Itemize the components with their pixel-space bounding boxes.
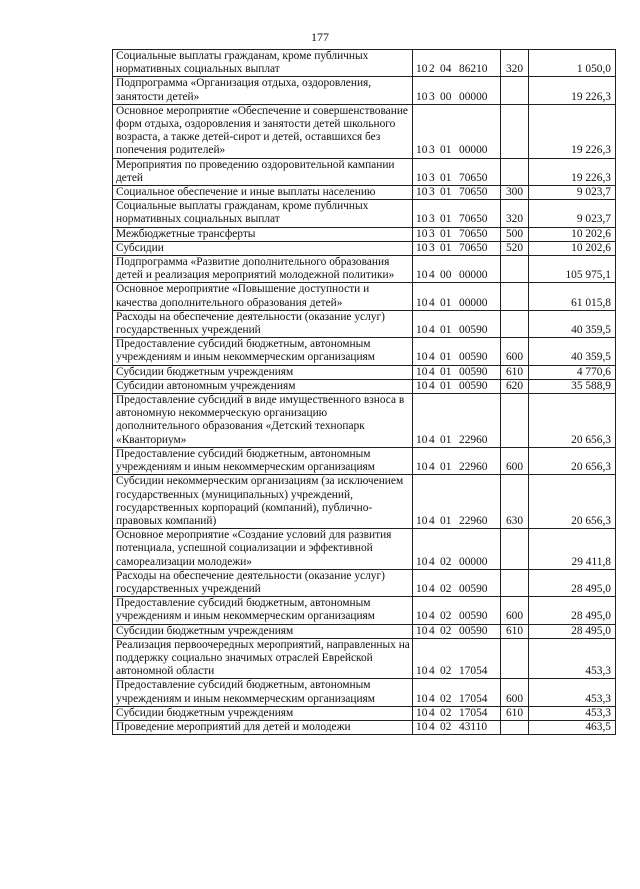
amount-cell: 29 411,8 bbox=[529, 529, 616, 570]
target-item-code: 00590 bbox=[459, 365, 488, 378]
section-code: 10 bbox=[416, 213, 428, 226]
program-code: 01 bbox=[440, 351, 452, 364]
subsection-code: 4 bbox=[429, 720, 435, 733]
section-code: 10 bbox=[416, 692, 428, 705]
subsection-code: 3 bbox=[429, 186, 435, 199]
amount-cell: 40 359,5 bbox=[529, 338, 616, 365]
amount-cell: 10 202,6 bbox=[529, 227, 616, 241]
subsection-code: 4 bbox=[429, 365, 435, 378]
target-item-code: 00590 bbox=[459, 324, 488, 337]
expense-type-cell: 600 bbox=[501, 447, 529, 474]
subsection-code: 2 bbox=[429, 63, 435, 76]
budget-table bbox=[112, 49, 616, 735]
target-item-code: 00000 bbox=[459, 555, 488, 568]
expense-name-cell: Предоставление субсидий бюджетным, автономным учреждениям и иным некоммерческим организациям bbox=[113, 447, 413, 474]
target-item-code: 70650 bbox=[459, 227, 488, 240]
table-row bbox=[113, 77, 616, 104]
expense-type-cell bbox=[501, 569, 529, 596]
program-code: 01 bbox=[440, 227, 452, 240]
target-item-code: 86210 bbox=[459, 63, 488, 76]
expense-name-cell: Подпрограмма «Организация отдыха, оздоровления, занятости детей» bbox=[113, 77, 413, 104]
expense-name-cell: Предоставление субсидий бюджетным, автономным учреждениям и иным некоммерческим организациям bbox=[113, 597, 413, 624]
program-code: 00 bbox=[440, 269, 452, 282]
expense-type-cell bbox=[501, 310, 529, 337]
program-code: 02 bbox=[440, 610, 452, 623]
section-code: 10 bbox=[416, 351, 428, 364]
expense-name-cell: Межбюджетные трансферты bbox=[113, 227, 413, 241]
target-item-code: 00590 bbox=[459, 351, 488, 364]
subsection-code: 4 bbox=[429, 624, 435, 637]
table-row bbox=[113, 569, 616, 596]
expense-type-cell bbox=[501, 394, 529, 448]
program-code: 02 bbox=[440, 624, 452, 637]
classification-code-cell bbox=[413, 379, 501, 393]
program-code: 02 bbox=[440, 665, 452, 678]
section-code: 10 bbox=[416, 63, 428, 76]
amount-cell: 9 023,7 bbox=[529, 200, 616, 227]
subsection-code: 4 bbox=[429, 582, 435, 595]
section-code: 10 bbox=[416, 665, 428, 678]
section-code: 10 bbox=[416, 555, 428, 568]
expense-name-cell: Субсидии бюджетным учреждениям bbox=[113, 706, 413, 720]
subsection-code: 3 bbox=[429, 241, 435, 254]
amount-cell: 28 495,0 bbox=[529, 624, 616, 638]
classification-code-cell bbox=[413, 720, 501, 734]
subsection-code: 4 bbox=[429, 555, 435, 568]
classification-code-cell bbox=[413, 624, 501, 638]
amount-cell: 19 226,3 bbox=[529, 104, 616, 158]
section-code: 10 bbox=[416, 624, 428, 637]
classification-code-cell bbox=[413, 706, 501, 720]
expense-name-cell: Субсидии некоммерческим организациям (за исключением государственных (муниципальных) учреждений, государственных корпораций (компаний), публично-правовых компаний) bbox=[113, 475, 413, 529]
subsection-code: 4 bbox=[429, 269, 435, 282]
target-item-code: 22960 bbox=[459, 433, 488, 446]
program-code: 02 bbox=[440, 720, 452, 733]
section-code: 10 bbox=[416, 241, 428, 254]
section-code: 10 bbox=[416, 144, 428, 157]
expense-name-cell: Предоставление субсидий бюджетным, автономным учреждениям и иным некоммерческим организациям bbox=[113, 338, 413, 365]
target-item-code: 17054 bbox=[459, 665, 488, 678]
subsection-code: 4 bbox=[429, 706, 435, 719]
program-code: 01 bbox=[440, 433, 452, 446]
subsection-code: 3 bbox=[429, 90, 435, 103]
expense-name-cell: Субсидии бюджетным учреждениям bbox=[113, 365, 413, 379]
amount-cell: 10 202,6 bbox=[529, 241, 616, 255]
classification-code-cell bbox=[413, 283, 501, 310]
expense-name-cell: Субсидии bbox=[113, 241, 413, 255]
amount-cell: 453,3 bbox=[529, 679, 616, 706]
amount-cell: 20 656,3 bbox=[529, 394, 616, 448]
program-code: 00 bbox=[440, 90, 452, 103]
target-item-code: 00000 bbox=[459, 269, 488, 282]
subsection-code: 3 bbox=[429, 213, 435, 226]
program-code: 02 bbox=[440, 706, 452, 719]
target-item-code: 00590 bbox=[459, 379, 488, 392]
program-code: 01 bbox=[440, 514, 452, 527]
table-row bbox=[113, 679, 616, 706]
expense-type-cell: 620 bbox=[501, 379, 529, 393]
expense-type-cell bbox=[501, 720, 529, 734]
expense-name-cell: Расходы на обеспечение деятельности (оказание услуг) государственных учреждений bbox=[113, 569, 413, 596]
target-item-code: 00590 bbox=[459, 610, 488, 623]
table-row bbox=[113, 158, 616, 185]
target-item-code: 17054 bbox=[459, 706, 488, 719]
section-code: 10 bbox=[416, 514, 428, 527]
table-row bbox=[113, 379, 616, 393]
target-item-code: 00000 bbox=[459, 144, 488, 157]
classification-code-cell bbox=[413, 310, 501, 337]
table-row bbox=[113, 475, 616, 529]
subsection-code: 4 bbox=[429, 461, 435, 474]
amount-cell: 453,3 bbox=[529, 706, 616, 720]
section-code: 10 bbox=[416, 379, 428, 392]
target-item-code: 22960 bbox=[459, 514, 488, 527]
amount-cell: 1 050,0 bbox=[529, 50, 616, 77]
table-row bbox=[113, 256, 616, 283]
subsection-code: 3 bbox=[429, 227, 435, 240]
table-row bbox=[113, 365, 616, 379]
target-item-code: 70650 bbox=[459, 171, 488, 184]
classification-code-cell bbox=[413, 186, 501, 200]
classification-code-cell bbox=[413, 638, 501, 679]
subsection-code: 4 bbox=[429, 379, 435, 392]
expense-name-cell: Проведение мероприятий для детей и молодежи bbox=[113, 720, 413, 734]
expense-type-cell bbox=[501, 104, 529, 158]
classification-code-cell bbox=[413, 569, 501, 596]
program-code: 01 bbox=[440, 379, 452, 392]
table-row bbox=[113, 186, 616, 200]
target-item-code: 43110 bbox=[459, 720, 488, 733]
section-code: 10 bbox=[416, 227, 428, 240]
classification-code-cell bbox=[413, 104, 501, 158]
section-code: 10 bbox=[416, 706, 428, 719]
table-row bbox=[113, 638, 616, 679]
page-number: 177 bbox=[311, 30, 329, 44]
program-code: 01 bbox=[440, 186, 452, 199]
expense-name-cell: Реализация первоочередных мероприятий, направленных на поддержку социально значимых отраслей Еврейской автономной области bbox=[113, 638, 413, 679]
expense-type-cell: 610 bbox=[501, 365, 529, 379]
table-row bbox=[113, 338, 616, 365]
target-item-code: 00590 bbox=[459, 624, 488, 637]
expense-name-cell: Предоставление субсидий бюджетным, автономным учреждениям и иным некоммерческим организациям bbox=[113, 679, 413, 706]
target-item-code: 17054 bbox=[459, 692, 488, 705]
expense-name-cell: Основное мероприятие «Повышение доступности и качества дополнительного образования детей» bbox=[113, 283, 413, 310]
table-row bbox=[113, 283, 616, 310]
amount-cell: 19 226,3 bbox=[529, 77, 616, 104]
section-code: 10 bbox=[416, 610, 428, 623]
program-code: 01 bbox=[440, 296, 452, 309]
amount-cell: 61 015,8 bbox=[529, 283, 616, 310]
program-code: 02 bbox=[440, 555, 452, 568]
table-row bbox=[113, 310, 616, 337]
expense-name-cell: Субсидии автономным учреждениям bbox=[113, 379, 413, 393]
amount-cell: 105 975,1 bbox=[529, 256, 616, 283]
program-code: 02 bbox=[440, 582, 452, 595]
section-code: 10 bbox=[416, 365, 428, 378]
amount-cell: 463,5 bbox=[529, 720, 616, 734]
classification-code-cell bbox=[413, 365, 501, 379]
subsection-code: 4 bbox=[429, 433, 435, 446]
table-row bbox=[113, 720, 616, 734]
classification-code-cell bbox=[413, 529, 501, 570]
section-code: 10 bbox=[416, 269, 428, 282]
table-row bbox=[113, 227, 616, 241]
expense-type-cell: 600 bbox=[501, 338, 529, 365]
subsection-code: 4 bbox=[429, 610, 435, 623]
amount-cell: 19 226,3 bbox=[529, 158, 616, 185]
expense-type-cell bbox=[501, 529, 529, 570]
amount-cell: 40 359,5 bbox=[529, 310, 616, 337]
classification-code-cell bbox=[413, 50, 501, 77]
section-code: 10 bbox=[416, 461, 428, 474]
program-code: 01 bbox=[440, 324, 452, 337]
amount-cell: 28 495,0 bbox=[529, 569, 616, 596]
expense-type-cell bbox=[501, 158, 529, 185]
table-row bbox=[113, 706, 616, 720]
target-item-code: 00590 bbox=[459, 582, 488, 595]
target-item-code: 70650 bbox=[459, 213, 488, 226]
table-row bbox=[113, 529, 616, 570]
expense-type-cell: 300 bbox=[501, 186, 529, 200]
program-code: 01 bbox=[440, 461, 452, 474]
expense-type-cell bbox=[501, 283, 529, 310]
expense-type-cell bbox=[501, 256, 529, 283]
subsection-code: 4 bbox=[429, 351, 435, 364]
amount-cell: 20 656,3 bbox=[529, 475, 616, 529]
subsection-code: 4 bbox=[429, 324, 435, 337]
table-row bbox=[113, 104, 616, 158]
subsection-code: 4 bbox=[429, 692, 435, 705]
table-row bbox=[113, 597, 616, 624]
expense-name-cell: Предоставление субсидий в виде имущественного взноса в автономную некоммерческую организацию дополнительного образования «Детский технопарк «Кванториум» bbox=[113, 394, 413, 448]
table-row bbox=[113, 447, 616, 474]
expense-type-cell: 630 bbox=[501, 475, 529, 529]
expense-name-cell: Основное мероприятие «Обеспечение и совершенствование форм отдыха, оздоровления и занятости детей школьного возраста, а также детей-сирот и детей, оставшихся без попечения родителей» bbox=[113, 104, 413, 158]
amount-cell: 4 770,6 bbox=[529, 365, 616, 379]
classification-code-cell bbox=[413, 77, 501, 104]
classification-code-cell bbox=[413, 241, 501, 255]
classification-code-cell bbox=[413, 158, 501, 185]
expense-name-cell: Социальные выплаты гражданам, кроме публичных нормативных социальных выплат bbox=[113, 50, 413, 77]
section-code: 10 bbox=[416, 296, 428, 309]
subsection-code: 3 bbox=[429, 144, 435, 157]
expense-type-cell: 610 bbox=[501, 706, 529, 720]
expense-name-cell: Социальные выплаты гражданам, кроме публичных нормативных социальных выплат bbox=[113, 200, 413, 227]
classification-code-cell bbox=[413, 200, 501, 227]
expense-type-cell: 320 bbox=[501, 50, 529, 77]
target-item-code: 00000 bbox=[459, 90, 488, 103]
classification-code-cell bbox=[413, 394, 501, 448]
program-code: 01 bbox=[440, 241, 452, 254]
section-code: 10 bbox=[416, 582, 428, 595]
expense-type-cell: 610 bbox=[501, 624, 529, 638]
amount-cell: 28 495,0 bbox=[529, 597, 616, 624]
target-item-code: 22960 bbox=[459, 461, 488, 474]
amount-cell: 35 588,9 bbox=[529, 379, 616, 393]
table-row bbox=[113, 200, 616, 227]
table-row bbox=[113, 50, 616, 77]
target-item-code: 70650 bbox=[459, 186, 488, 199]
expense-name-cell: Основное мероприятие «Создание условий для развития потенциала, успешной социализации и эффективной самореализации молодежи» bbox=[113, 529, 413, 570]
amount-cell: 453,3 bbox=[529, 638, 616, 679]
expense-type-cell: 600 bbox=[501, 679, 529, 706]
classification-code-cell bbox=[413, 679, 501, 706]
expense-type-cell: 500 bbox=[501, 227, 529, 241]
classification-code-cell bbox=[413, 227, 501, 241]
expense-type-cell bbox=[501, 77, 529, 104]
expense-type-cell bbox=[501, 638, 529, 679]
classification-code-cell bbox=[413, 338, 501, 365]
table-row bbox=[113, 624, 616, 638]
section-code: 10 bbox=[416, 90, 428, 103]
program-code: 01 bbox=[440, 213, 452, 226]
target-item-code: 70650 bbox=[459, 241, 488, 254]
section-code: 10 bbox=[416, 171, 428, 184]
table-row bbox=[113, 241, 616, 255]
section-code: 10 bbox=[416, 433, 428, 446]
classification-code-cell bbox=[413, 256, 501, 283]
program-code: 01 bbox=[440, 365, 452, 378]
classification-code-cell bbox=[413, 597, 501, 624]
program-code: 01 bbox=[440, 144, 452, 157]
target-item-code: 00000 bbox=[459, 296, 488, 309]
amount-cell: 20 656,3 bbox=[529, 447, 616, 474]
amount-cell: 9 023,7 bbox=[529, 186, 616, 200]
classification-code-cell bbox=[413, 447, 501, 474]
expense-name-cell: Мероприятия по проведению оздоровительной кампании детей bbox=[113, 158, 413, 185]
subsection-code: 4 bbox=[429, 296, 435, 309]
expense-type-cell: 600 bbox=[501, 597, 529, 624]
expense-name-cell: Расходы на обеспечение деятельности (оказание услуг) государственных учреждений bbox=[113, 310, 413, 337]
table-body bbox=[113, 50, 616, 735]
section-code: 10 bbox=[416, 324, 428, 337]
section-code: 10 bbox=[416, 186, 428, 199]
subsection-code: 3 bbox=[429, 171, 435, 184]
expense-name-cell: Социальное обеспечение и иные выплаты населению bbox=[113, 186, 413, 200]
subsection-code: 4 bbox=[429, 514, 435, 527]
section-code: 10 bbox=[416, 720, 428, 733]
expense-type-cell: 520 bbox=[501, 241, 529, 255]
program-code: 04 bbox=[440, 63, 452, 76]
table-row bbox=[113, 394, 616, 448]
expense-type-cell: 320 bbox=[501, 200, 529, 227]
subsection-code: 4 bbox=[429, 665, 435, 678]
program-code: 01 bbox=[440, 171, 452, 184]
expense-name-cell: Подпрограмма «Развитие дополнительного образования детей и реализация мероприятий молодежной политики» bbox=[113, 256, 413, 283]
expense-name-cell: Субсидии бюджетным учреждениям bbox=[113, 624, 413, 638]
classification-code-cell bbox=[413, 475, 501, 529]
program-code: 02 bbox=[440, 692, 452, 705]
